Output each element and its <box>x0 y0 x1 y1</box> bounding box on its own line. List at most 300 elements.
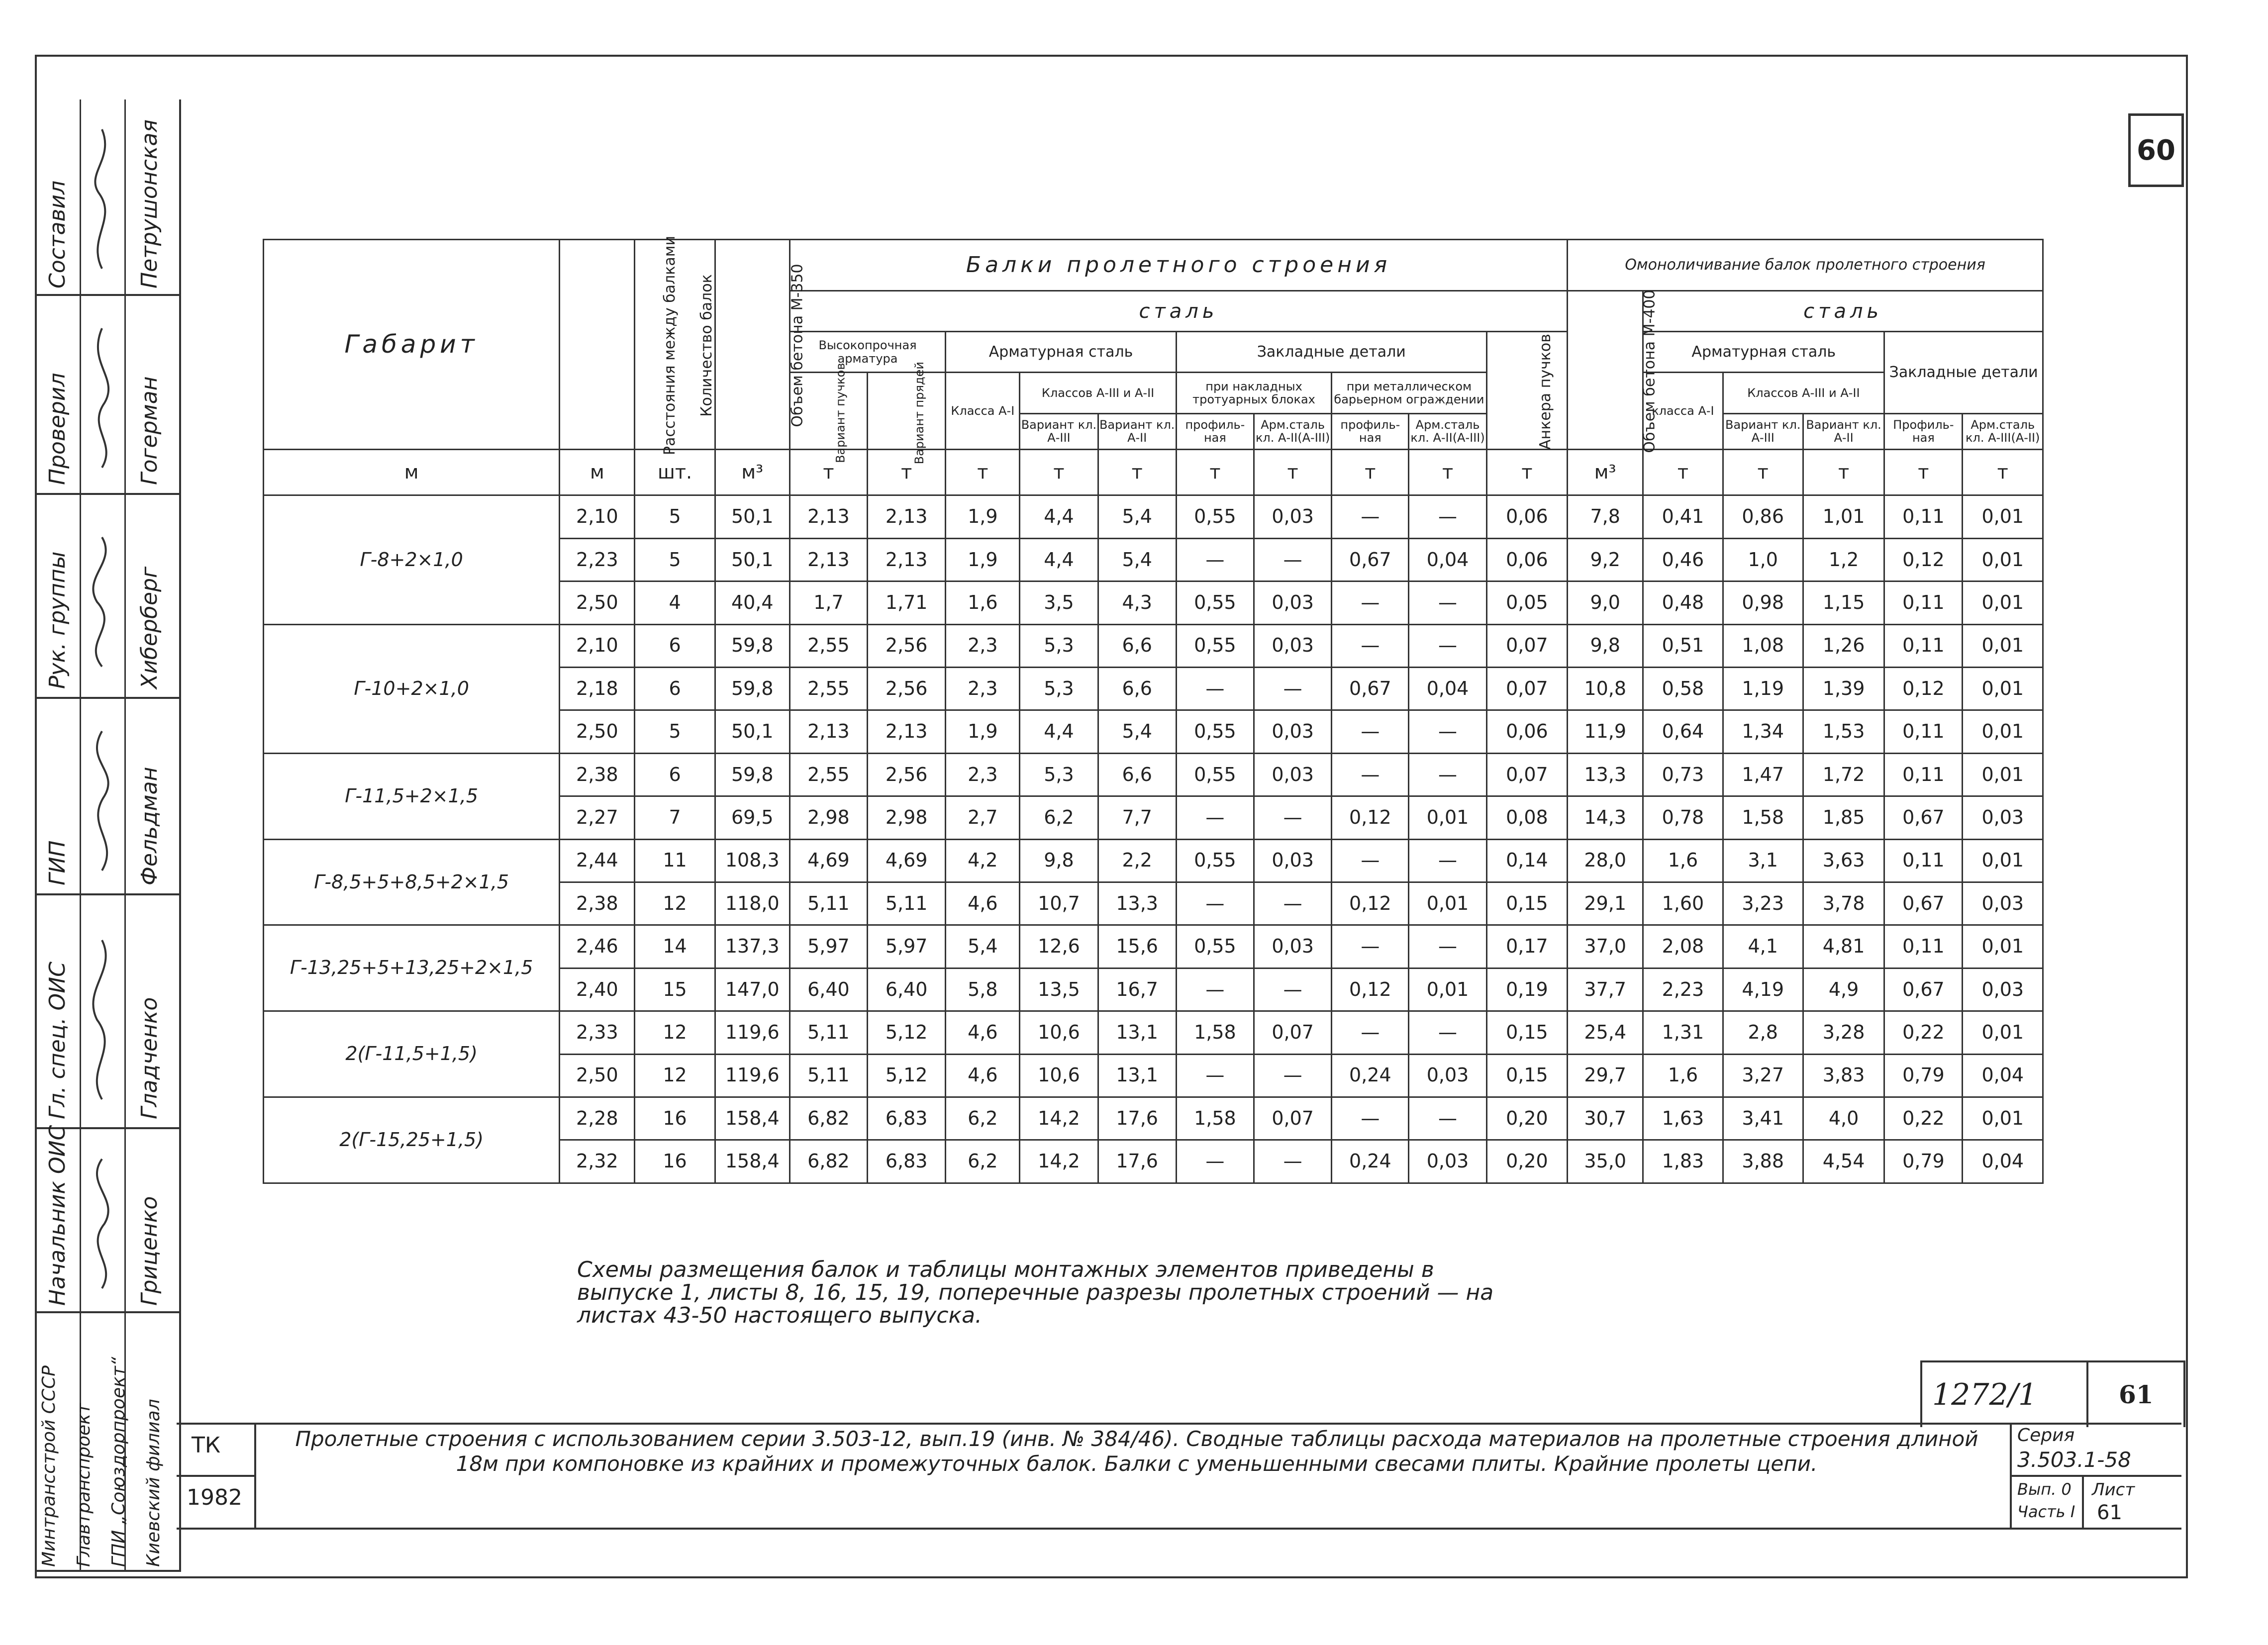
h-count: Количество балок <box>698 274 716 417</box>
table-cell: 4,6 <box>946 882 1020 925</box>
table-cell: 5,11 <box>789 1054 867 1097</box>
table-cell: 0,79 <box>1884 1140 1963 1183</box>
table-cell: 4,0 <box>1803 1097 1884 1140</box>
gabarit-cell: 2(Г-11,5+1,5) <box>264 1011 560 1097</box>
table-cell: 2,32 <box>560 1140 635 1183</box>
table-cell: — <box>1332 581 1409 624</box>
table-cell: 2,7 <box>946 796 1020 839</box>
table-cell: 0,01 <box>1963 839 2043 882</box>
table-cell: 1,72 <box>1803 753 1884 796</box>
table-cell: 2,38 <box>560 882 635 925</box>
table-cell: 0,55 <box>1176 495 1254 538</box>
h-steel: сталь <box>789 290 1567 331</box>
table-cell: 0,03 <box>1409 1140 1486 1183</box>
code-sheet: 61 <box>2119 1380 2154 1409</box>
table-cell: 2,55 <box>789 624 867 667</box>
table-cell: 5,4 <box>1098 538 1176 581</box>
table-cell: 6,2 <box>1020 796 1098 839</box>
table-cell: 1,6 <box>1643 1054 1723 1097</box>
table-cell: 2,13 <box>789 538 867 581</box>
h-mono-arm-cls: Арм.сталь кл. А-III(А-II) <box>1963 413 2043 449</box>
table-cell: 0,04 <box>1963 1140 2043 1183</box>
table-cell: 4,2 <box>946 839 1020 882</box>
table-cell: 2,56 <box>868 624 946 667</box>
signature-composed <box>82 119 122 279</box>
table-cell: 2,13 <box>868 710 946 753</box>
table-cell: 158,4 <box>715 1097 789 1140</box>
table-cell: 3,41 <box>1723 1097 1803 1140</box>
table-cell: 10,8 <box>1568 667 1643 710</box>
table-cell: 0,55 <box>1176 753 1254 796</box>
table-cell: 0,11 <box>1884 624 1963 667</box>
unit-cell: т <box>1803 449 1884 495</box>
table-cell: 0,05 <box>1486 581 1567 624</box>
table-cell: 118,0 <box>715 882 789 925</box>
table-cell: 0,14 <box>1486 839 1567 882</box>
table-cell: 0,03 <box>1963 796 2043 839</box>
table-cell: 2,13 <box>789 710 867 753</box>
table-cell: 0,64 <box>1643 710 1723 753</box>
table-cell: 14,2 <box>1020 1097 1098 1140</box>
table-cell: 5,4 <box>1098 495 1176 538</box>
table-cell: 2,56 <box>868 667 946 710</box>
table-cell: 5,3 <box>1020 667 1098 710</box>
table-cell: 11 <box>635 839 715 882</box>
stamp-year: 1982 <box>187 1485 242 1510</box>
table-cell: 0,11 <box>1884 710 1963 753</box>
table-cell: 2,56 <box>868 753 946 796</box>
table-cell: 16 <box>635 1097 715 1140</box>
table-cell: 0,03 <box>1963 882 2043 925</box>
table-cell: 15 <box>635 968 715 1011</box>
table-cell: 6,6 <box>1098 753 1176 796</box>
h-mono-classes: Классов А-III и А-II <box>1723 373 1884 413</box>
table-cell: — <box>1176 1140 1254 1183</box>
h-mono-arm: Арматурная сталь <box>1643 332 1884 373</box>
table-cell: — <box>1409 710 1486 753</box>
table-row <box>264 753 2043 796</box>
table-cell: 0,03 <box>1254 925 1332 968</box>
h-volume-400: Объем бетона М-400 <box>1641 290 1659 453</box>
table-cell: 0,67 <box>1332 667 1409 710</box>
table-cell: 0,22 <box>1884 1011 1963 1054</box>
gabarit-cell: Г-8,5+5+8,5+2×1,5 <box>264 839 560 925</box>
table-cell: 6,82 <box>789 1097 867 1140</box>
role-group-lead: Рук. группы <box>45 551 70 689</box>
table-cell: 5,11 <box>868 882 946 925</box>
table-cell: 6,2 <box>946 1097 1020 1140</box>
table-cell: 119,6 <box>715 1011 789 1054</box>
table-cell: 1,71 <box>868 581 946 624</box>
table-cell: 59,8 <box>715 624 789 667</box>
table-cell: 30,7 <box>1568 1097 1643 1140</box>
h-profile-2: профиль-ная <box>1332 413 1409 449</box>
table-cell: 9,0 <box>1568 581 1643 624</box>
unit-cell: т <box>1643 449 1723 495</box>
table-cell: 13,5 <box>1020 968 1098 1011</box>
table-body <box>264 495 2043 1183</box>
table-cell: 3,27 <box>1723 1054 1803 1097</box>
table-cell: 0,46 <box>1643 538 1723 581</box>
h-var-bundles: Вариант пучков <box>833 363 848 464</box>
h-arm-steel-cls-1: Арм.сталь кл. А-II(А-III) <box>1254 413 1332 449</box>
table-cell: 13,1 <box>1098 1054 1176 1097</box>
table-cell: 0,01 <box>1409 882 1486 925</box>
table-cell: — <box>1176 796 1254 839</box>
table-cell: 0,15 <box>1486 1054 1567 1097</box>
table-row <box>264 925 2043 968</box>
table-cell: 0,51 <box>1643 624 1723 667</box>
table-cell: 7,7 <box>1098 796 1176 839</box>
table-cell: 2,55 <box>789 667 867 710</box>
table-row <box>264 624 2043 667</box>
h-volume-350: Объем бетона М-350 <box>789 264 806 428</box>
unit-cell: т <box>789 449 867 495</box>
table-cell: 1,31 <box>1643 1011 1723 1054</box>
table-cell: 1,39 <box>1803 667 1884 710</box>
table-cell: 59,8 <box>715 753 789 796</box>
h-emb-sidewalk: при накладных тротуарных блоках <box>1176 373 1331 413</box>
table-row <box>264 1097 2043 1140</box>
table-cell: 0,41 <box>1643 495 1723 538</box>
h-embedded: Закладные детали <box>1176 332 1486 373</box>
table-cell: 6 <box>635 624 715 667</box>
table-cell: 0,01 <box>1409 968 1486 1011</box>
h-arm-steel-cls-2: Арм.сталь кл. А-II(А-III) <box>1409 413 1486 449</box>
table-cell: 50,1 <box>715 710 789 753</box>
table-cell: 3,1 <box>1723 839 1803 882</box>
table-cell: 1,9 <box>946 710 1020 753</box>
table-cell: 0,03 <box>1254 624 1332 667</box>
table-cell: 1,9 <box>946 495 1020 538</box>
gabarit-cell: Г-13,25+5+13,25+2×1,5 <box>264 925 560 1011</box>
table-cell: — <box>1332 710 1409 753</box>
h-distance: Расстояния между балками <box>661 236 679 456</box>
table-cell: 14,2 <box>1020 1140 1098 1183</box>
table-cell: 0,55 <box>1176 581 1254 624</box>
signature-checked <box>82 313 122 478</box>
table-cell: 2,33 <box>560 1011 635 1054</box>
table-cell: 0,04 <box>1409 667 1486 710</box>
table-cell: — <box>1409 753 1486 796</box>
table-cell: 5,11 <box>789 1011 867 1054</box>
h-mono-steel: сталь <box>1643 290 2043 331</box>
table-cell: 5 <box>635 538 715 581</box>
table-cell: 2,08 <box>1643 925 1723 968</box>
table-cell: 40,4 <box>715 581 789 624</box>
table-cell: 5,4 <box>1098 710 1176 753</box>
table-cell: 0,55 <box>1176 624 1254 667</box>
gabarit-cell: Г-8+2×1,0 <box>264 495 560 624</box>
table-cell: 0,58 <box>1643 667 1723 710</box>
table-cell: 0,78 <box>1643 796 1723 839</box>
table-cell: 2,3 <box>946 753 1020 796</box>
table-cell: 5,11 <box>789 882 867 925</box>
table-cell: 0,03 <box>1254 581 1332 624</box>
table-cell: 4,4 <box>1020 710 1098 753</box>
table-cell: 0,04 <box>1963 1054 2043 1097</box>
table-cell: 158,4 <box>715 1140 789 1183</box>
table-cell: 0,08 <box>1486 796 1567 839</box>
table-cell: 0,24 <box>1332 1140 1409 1183</box>
table-cell: 1,58 <box>1176 1011 1254 1054</box>
table-cell: 28,0 <box>1568 839 1643 882</box>
table-cell: 14 <box>635 925 715 968</box>
table-cell: 2,38 <box>560 753 635 796</box>
code-box <box>1920 1360 2185 1427</box>
table-cell: 0,07 <box>1254 1011 1332 1054</box>
table-cell: 0,12 <box>1884 667 1963 710</box>
table-cell: 2,23 <box>560 538 635 581</box>
role-checked: Проверил <box>45 373 70 485</box>
table-cell: 0,01 <box>1409 796 1486 839</box>
table-cell: 0,03 <box>1254 753 1332 796</box>
gabarit-cell: Г-11,5+2×1,5 <box>264 753 560 839</box>
table-cell: 2,50 <box>560 581 635 624</box>
unit-cell: м³ <box>1568 449 1643 495</box>
table-cell: 12 <box>635 1054 715 1097</box>
table-cell: — <box>1176 1054 1254 1097</box>
table-cell: 9,8 <box>1020 839 1098 882</box>
table-cell: 50,1 <box>715 495 789 538</box>
table-cell: 0,06 <box>1486 538 1567 581</box>
role-chief-specialist: Гл. спец. ОИС <box>45 962 70 1119</box>
table-cell: 0,01 <box>1963 1011 2043 1054</box>
unit-cell: т <box>1409 449 1486 495</box>
h-anchors: Анкера пучков <box>1536 334 1554 450</box>
table-cell: 0,06 <box>1486 495 1567 538</box>
sheet-number: 60 <box>2128 113 2184 187</box>
org-kiev-branch: Киевский филиал <box>143 1399 164 1567</box>
table-cell: 2,40 <box>560 968 635 1011</box>
table-cell: 10,7 <box>1020 882 1098 925</box>
table-cell: 0,01 <box>1963 624 2043 667</box>
unit-cell: м <box>560 449 635 495</box>
table-cell: 4,9 <box>1803 968 1884 1011</box>
table-cell: 0,01 <box>1963 1097 2043 1140</box>
table-cell: 0,11 <box>1884 495 1963 538</box>
org-soyuzdorproekt: ГПИ „Союздорпроект“ <box>108 1356 129 1567</box>
table-cell: 4,4 <box>1020 538 1098 581</box>
table-cell: 0,12 <box>1332 796 1409 839</box>
signature-group-lead <box>82 517 122 681</box>
table-cell: 5,12 <box>868 1054 946 1097</box>
table-cell: 1,15 <box>1803 581 1884 624</box>
signature-department-head <box>82 1144 122 1298</box>
table-cell: 0,67 <box>1884 968 1963 1011</box>
table-cell: 3,63 <box>1803 839 1884 882</box>
table-cell: 0,01 <box>1963 667 2043 710</box>
table-cell: 3,78 <box>1803 882 1884 925</box>
table-cell: 0,07 <box>1254 1097 1332 1140</box>
table-cell: 16,7 <box>1098 968 1176 1011</box>
table-cell: 0,11 <box>1884 753 1963 796</box>
table-cell: 0,67 <box>1884 882 1963 925</box>
table-cell: 4,3 <box>1098 581 1176 624</box>
table-cell: 108,3 <box>715 839 789 882</box>
table-cell: — <box>1254 968 1332 1011</box>
table-cell: 0,11 <box>1884 925 1963 968</box>
table-cell: 4,69 <box>868 839 946 882</box>
table-cell: 6 <box>635 667 715 710</box>
table-cell: 50,1 <box>715 538 789 581</box>
h-beams-group: Балки пролетного строения <box>789 240 1567 291</box>
table-cell: 0,11 <box>1884 839 1963 882</box>
table-cell: 16 <box>635 1140 715 1183</box>
table-cell: 6 <box>635 753 715 796</box>
table-cell: — <box>1409 1097 1486 1140</box>
unit-cell: т <box>1098 449 1176 495</box>
table-cell: 1,2 <box>1803 538 1884 581</box>
table-cell: 2,8 <box>1723 1011 1803 1054</box>
table-cell: — <box>1176 538 1254 581</box>
table-cell: 9,8 <box>1568 624 1643 667</box>
h-var-a3: Вариант кл. А-III <box>1020 413 1098 449</box>
table-cell: 3,88 <box>1723 1140 1803 1183</box>
table-cell: — <box>1332 1097 1409 1140</box>
table-cell: 0,22 <box>1884 1097 1963 1140</box>
unit-cell: т <box>946 449 1020 495</box>
org-glavtransproekt: Главтранспроект <box>74 1403 94 1567</box>
table-cell: 5 <box>635 495 715 538</box>
table-cell: 6,2 <box>946 1140 1020 1183</box>
table-cell: 2,55 <box>789 753 867 796</box>
unit-cell: т <box>1884 449 1963 495</box>
part-label: Часть I <box>2017 1502 2075 1521</box>
table-cell: 7 <box>635 796 715 839</box>
table-cell: 1,63 <box>1643 1097 1723 1140</box>
name-gogerman: Гогерман <box>137 376 162 485</box>
table-cell: 1,83 <box>1643 1140 1723 1183</box>
table-cell: 6,82 <box>789 1140 867 1183</box>
h-var-strands: Вариант прядей <box>912 362 927 465</box>
table-cell: 0,17 <box>1486 925 1567 968</box>
table-cell: 2,18 <box>560 667 635 710</box>
table-cell: 4,4 <box>1020 495 1098 538</box>
table-cell: — <box>1254 1054 1332 1097</box>
table-cell: 0,11 <box>1884 581 1963 624</box>
table-cell: 2,3 <box>946 624 1020 667</box>
org-ministry: Минтрансстрой СССР <box>39 1365 59 1567</box>
side-title-block <box>35 99 181 1572</box>
table-cell: 29,7 <box>1568 1054 1643 1097</box>
table-cell: — <box>1332 839 1409 882</box>
table-cell: 1,19 <box>1723 667 1803 710</box>
table-cell: 1,0 <box>1723 538 1803 581</box>
table-cell: 59,8 <box>715 667 789 710</box>
table-cell: — <box>1254 882 1332 925</box>
name-feldman: Фельдман <box>137 767 162 885</box>
unit-cell: т <box>1254 449 1332 495</box>
title-block <box>177 1423 2181 1530</box>
table-cell: 13,3 <box>1568 753 1643 796</box>
unit-cell: т <box>1486 449 1567 495</box>
table-cell: 2,3 <box>946 667 1020 710</box>
table-cell: 1,47 <box>1723 753 1803 796</box>
table-cell: 2,98 <box>789 796 867 839</box>
table-cell: 1,58 <box>1176 1097 1254 1140</box>
table-cell: 4,54 <box>1803 1140 1884 1183</box>
table-cell: 2,13 <box>789 495 867 538</box>
table-cell: 119,6 <box>715 1054 789 1097</box>
table-cell: 1,60 <box>1643 882 1723 925</box>
role-composed: Составил <box>45 180 70 289</box>
unit-cell: т <box>1176 449 1254 495</box>
table-cell: 0,98 <box>1723 581 1803 624</box>
table-cell: 4,6 <box>946 1054 1020 1097</box>
table-cell: 9,2 <box>1568 538 1643 581</box>
table-cell: 5,12 <box>868 1011 946 1054</box>
issue-label: Вып. 0 <box>2017 1480 2071 1499</box>
table-cell: 0,15 <box>1486 1011 1567 1054</box>
gabarit-cell: 2(Г-15,25+1,5) <box>264 1097 560 1183</box>
table-cell: — <box>1332 624 1409 667</box>
table-cell: 1,26 <box>1803 624 1884 667</box>
table-cell: 6,6 <box>1098 624 1176 667</box>
table-cell: 12 <box>635 882 715 925</box>
table-cell: 0,01 <box>1963 581 2043 624</box>
table-cell: 4,1 <box>1723 925 1803 968</box>
name-gladchenko: Гладченко <box>137 997 162 1119</box>
table-cell: 35,0 <box>1568 1140 1643 1183</box>
table-cell: 5,8 <box>946 968 1020 1011</box>
table-cell: 1,7 <box>789 581 867 624</box>
table-cell: — <box>1332 1011 1409 1054</box>
role-department-head: Начальник ОИС <box>45 1125 70 1306</box>
unit-cell: т <box>1332 449 1409 495</box>
h-classes-a3-a2: Классов А-III и А-II <box>1020 373 1176 413</box>
h-mono-profile: Профиль-ная <box>1884 413 1963 449</box>
table-cell: 137,3 <box>715 925 789 968</box>
table-cell: 17,6 <box>1098 1140 1176 1183</box>
table-cell: 0,12 <box>1332 882 1409 925</box>
table-cell: 2,10 <box>560 624 635 667</box>
table-cell: 0,55 <box>1176 710 1254 753</box>
table-cell: 0,06 <box>1486 710 1567 753</box>
table-cell: — <box>1409 1011 1486 1054</box>
table-cell: 6,83 <box>868 1097 946 1140</box>
table-cell: 5 <box>635 710 715 753</box>
name-gritsenko: Гриценко <box>137 1196 162 1306</box>
table-cell: 4,19 <box>1723 968 1803 1011</box>
table-cell: — <box>1409 839 1486 882</box>
table-row <box>264 1011 2043 1054</box>
table-cell: 10,6 <box>1020 1011 1098 1054</box>
table-cell: — <box>1409 624 1486 667</box>
table-cell: 2,13 <box>868 538 946 581</box>
note-text: Схемы размещения балок и таблицы монтажных элементов приведены в выпуске 1, листы 8, 16, 15, 19, поперечные разрезы пролетных строений — на листах 43-50 настоящего выпуска. <box>577 1257 1494 1329</box>
table-row <box>264 495 2043 538</box>
table-cell: 5,3 <box>1020 624 1098 667</box>
table-cell: 1,6 <box>946 581 1020 624</box>
table-cell: 0,07 <box>1486 624 1567 667</box>
table-cell: 0,48 <box>1643 581 1723 624</box>
table-cell: 7,8 <box>1568 495 1643 538</box>
table-cell: 0,24 <box>1332 1054 1409 1097</box>
table-cell: 0,07 <box>1486 753 1567 796</box>
table-cell: 14,3 <box>1568 796 1643 839</box>
unit-cell: м³ <box>715 449 789 495</box>
signature-chief-specialist <box>82 920 122 1109</box>
unit-cell: т <box>868 449 946 495</box>
table-cell: 1,6 <box>1643 839 1723 882</box>
unit-cell: т <box>1020 449 1098 495</box>
table-cell: 1,08 <box>1723 624 1803 667</box>
table-cell: 12 <box>635 1011 715 1054</box>
table-cell: 6,40 <box>789 968 867 1011</box>
h-var-a2: Вариант кл. А-II <box>1098 413 1176 449</box>
table-cell: — <box>1332 753 1409 796</box>
